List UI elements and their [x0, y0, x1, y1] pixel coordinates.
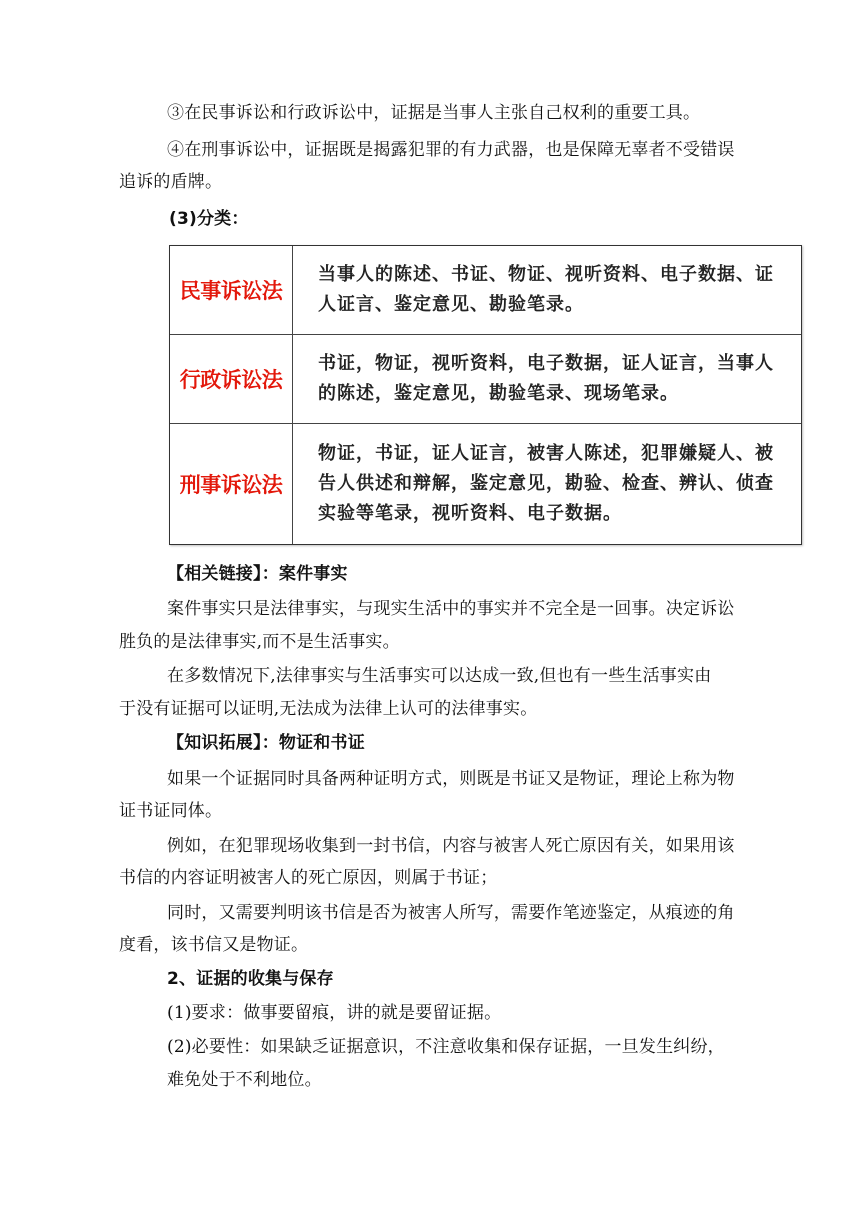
related-link-heading: 【相关链接】：案件事实	[167, 564, 348, 584]
column-divider	[292, 424, 293, 544]
evidence-types	[318, 246, 791, 334]
law-name: 行政诉讼法	[179, 368, 283, 392]
paragraph-3: ③在民事诉讼和行政诉讼中，证据是当事人主张自己权利的重要工具。	[167, 103, 701, 123]
ext-paragraph-3-line1: 同时，又需要判明该书信是否为被害人所写，需要作笔迹鉴定，从痕迹的角	[167, 903, 735, 923]
knowledge-extension-heading: 【知识拓展】：物证和书证	[167, 733, 365, 753]
link-paragraph-2-line1: 在多数情况下,法律事实与生活事实可以达成一致,但也有一些生活事实由	[167, 666, 712, 686]
section-2-heading: 2、证据的收集与保存	[167, 969, 334, 989]
evidence-types-text: 当事人的陈述、书证、物证、视听资料、电子数据、证人证言、鉴定意见、勘验笔录。	[318, 264, 774, 315]
ext-paragraph-2-line1: 例如，在犯罪现场收集到一封书信，内容与被害人死亡原因有关，如果用该	[167, 836, 735, 856]
classification-heading: (3)分类：	[169, 209, 249, 229]
link-paragraph-2-line2: 于没有证据可以证明,无法成为法律上认可的法律事实。	[119, 699, 538, 719]
ext-paragraph-3-line2: 度看，该书信又是物证。	[119, 935, 309, 955]
paragraph-4-line1: ④在刑事诉讼中，证据既是揭露犯罪的有力武器，也是保障无辜者不受错误	[167, 140, 735, 160]
column-divider	[292, 335, 293, 423]
ext-paragraph-2-line2: 书信的内容证明被害人的死亡原因，则属于书证；	[119, 868, 498, 888]
ext-paragraph-1-line1: 如果一个证据同时具备两种证明方式，则既是书证又是物证，理论上称为物	[167, 769, 735, 789]
ext-paragraph-1-line2: 证书证同体。	[119, 801, 223, 821]
evidence-types	[318, 424, 791, 544]
law-name: 民事诉讼法	[179, 279, 283, 303]
link-paragraph-1-line2: 胜负的是法律事实,而不是生活事实。	[119, 632, 400, 652]
evidence-types-text: 物证，书证，证人证言，被害人陈述，犯罪嫌疑人、被告人供述和辩解，鉴定意见，勘验、检查、辨认、侦查实验等笔录，视听资料、电子数据。	[318, 443, 774, 524]
law-name: 刑事诉讼法	[179, 473, 283, 497]
table-row	[170, 335, 801, 424]
table-row	[170, 246, 801, 335]
link-paragraph-1-line1: 案件事实只是法律事实，与现实生活中的事实并不完全是一回事。决定诉讼	[167, 599, 735, 619]
paragraph-4-line2: 追诉的盾牌。	[119, 172, 223, 192]
column-divider	[292, 246, 293, 334]
necessity-line2: 难免处于不利地位。	[167, 1070, 322, 1090]
evidence-classification-table	[169, 245, 802, 545]
requirement-line: (1)要求：做事要留痕，讲的就是要留证据。	[167, 1003, 502, 1023]
evidence-types	[318, 335, 791, 423]
evidence-types-text: 书证，物证，视听资料，电子数据，证人证言，当事人的陈述，鉴定意见，勘验笔录、现场笔录。	[318, 353, 774, 404]
table-row	[170, 424, 801, 544]
necessity-line1: (2)必要性：如果缺乏证据意识，不注意收集和保存证据，一旦发生纠纷，	[167, 1037, 725, 1057]
